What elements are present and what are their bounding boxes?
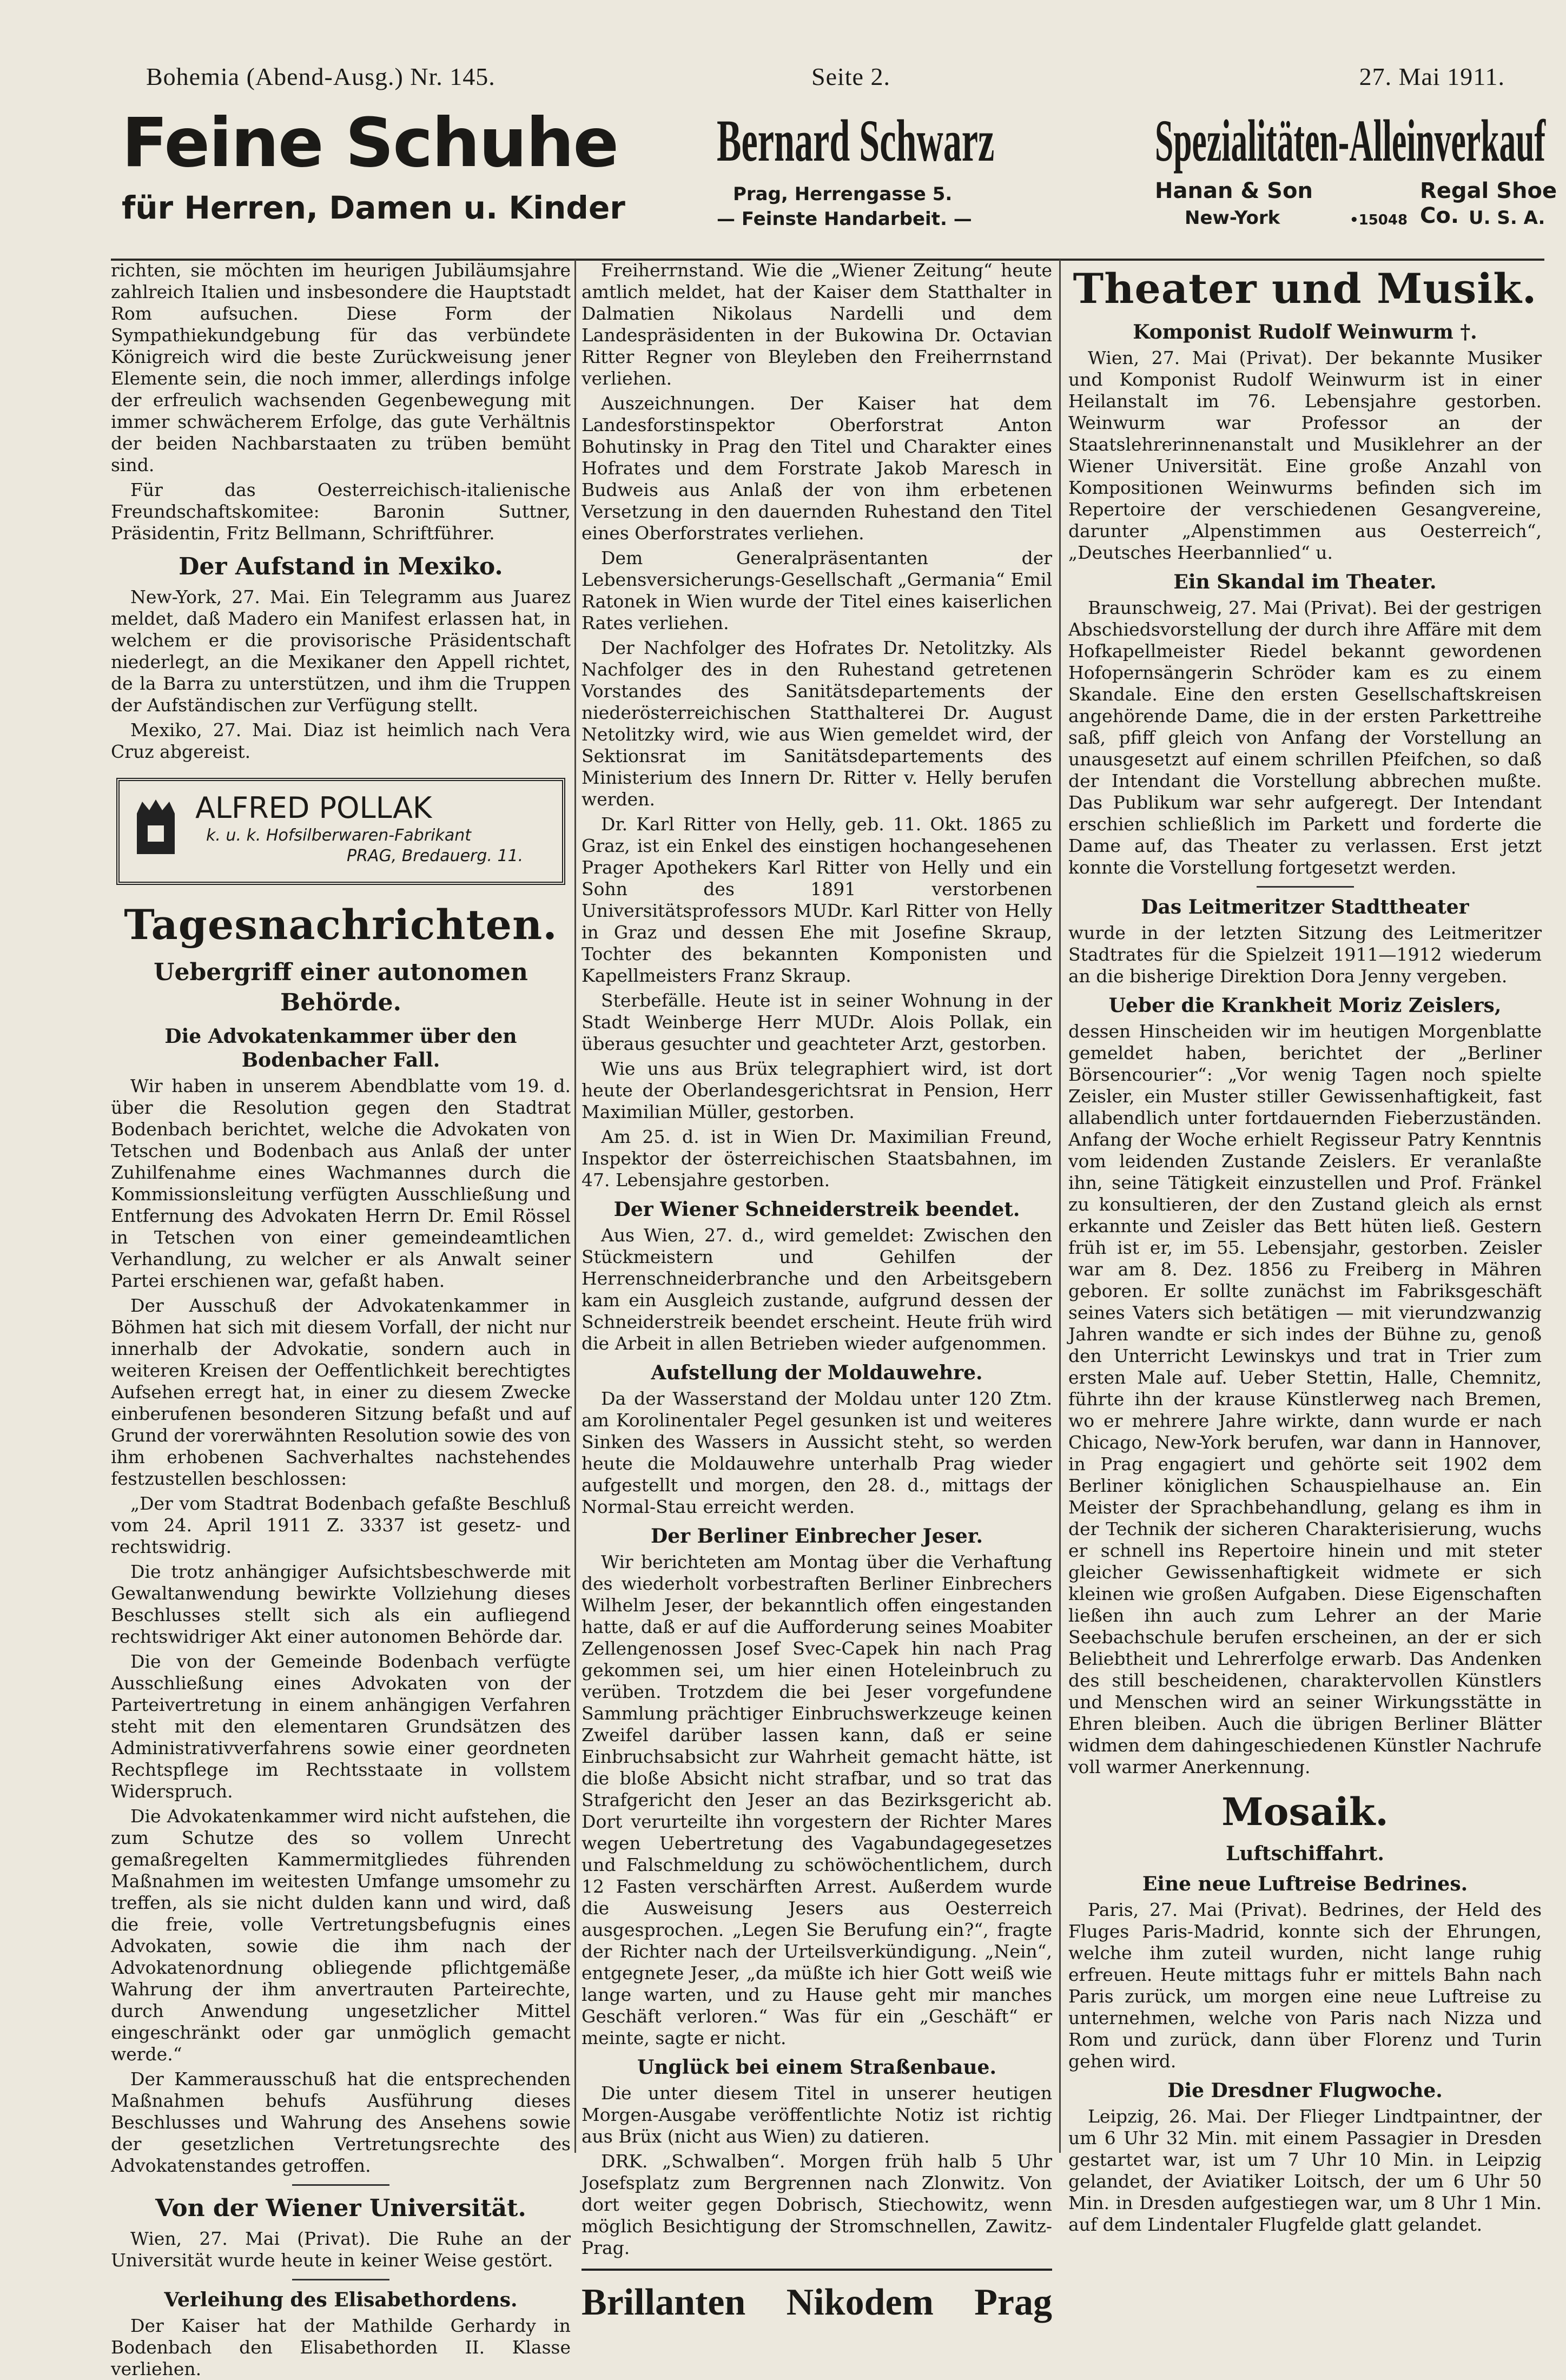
article-text: Paris, 27. Mai (Privat). Bedrines, der Held des Fluges Paris-Madrid, konnte sich der Ehrungen, welche ihm zuteil wurden, nicht lange ruhig erfreuen. Heute mittags fuhr er mittels Bahn nach Paris zurück, um morgen eine neue Luftreise zu unternehmen, welche von Paris nach Nizza und Rom und zurück, dann über Florenz und Turin gehen wird. bbox=[1068, 1899, 1542, 2072]
ad-alfred-pollak bbox=[116, 778, 565, 885]
ad-spez-newyork: New-York bbox=[1185, 207, 1280, 229]
headline-bedrines: Eine neue Luftreise Bedrines. bbox=[1142, 1873, 1468, 1895]
header-date: 27. Mai 1911. bbox=[1359, 63, 1505, 90]
ad-spez-hanan: Hanan & Son bbox=[1155, 178, 1313, 203]
article-text: Sterbefälle. Heute ist in seiner Wohnung in der Stadt Weinberge Herr MUDr. Alois Pollak, ein überaus gesuchter und geachteter Arzt, gestorben. bbox=[582, 990, 1052, 1054]
running-head bbox=[146, 51, 1505, 100]
column-rule-1 bbox=[574, 260, 576, 2153]
article-text: Dr. Karl Ritter von Helly, geb. 11. Okt. 1865 zu Graz, ist ein Enkel des einstigen hochangesehenen Prager Apothekers Karl Ritter von Helly und ein Sohn des 1891 verstorbenen Universitätsprofessors MUDr. Karl Ritter von Helly in Graz und dessen Ehe mit Josefine Skraup, Tochter des bekannten Komponisten und Kapellmeisters Franz Skraup. bbox=[582, 814, 1052, 986]
article-text: Dem Generalpräsentanten der Lebensversicherungs-Gesellschaft „Germania“ Emil Ratonek in Wien wurde der Titel eines kaiserlichen Rates verliehen. bbox=[582, 547, 1052, 633]
separator bbox=[1257, 886, 1354, 888]
headline-universitaet: Von der Wiener Universität. bbox=[155, 2194, 526, 2222]
article-text: richten, sie möchten im heurigen Jubiläumsjahre zahlreich Italien und insbesondere die Hauptstadt Rom aufsuchen. Diese Form der Sympathiekundgebung für das verbündete Königreich wird die beste Zurückweisung jener Elemente sein, die noch immer, allerdings infolge der erfreulich wachsenden Gegenbewegung mit immer schwächerem Erfolge, das gute Verhältnis der beiden Nachbarstaaten zu trüben bemüht sind. bbox=[111, 260, 571, 475]
pollak-address: PRAG, Bredauerg. 11. bbox=[347, 847, 524, 865]
separator bbox=[292, 2184, 389, 2186]
ad-schwarz-name: Bernard Schwarz bbox=[717, 108, 995, 174]
ad-spez-number: •15048 bbox=[1350, 212, 1408, 228]
article-text: Braunschweig, 27. Mai (Privat). Bei der gestrigen Abschiedsvorstellung der durch ihre Affäre mit dem Hofkapellmeister Riedel bekannt gewordenen Hofopernsängerin Schröder kam es zu einem Skandale. Eine den ersten Gesellschaftskreisen angehörende Dame, die in der ersten Parkettreihe saß, pfiff gleich von Anfang der Vorstellung an unausgesetzt auf einem schrillen Pfeifchen, so daß der Intendant die Vorstellung abbrechen mußte. Das Publikum war sehr aufgeregt. Der Intendant erschien schließlich im Parkett und forderte die Dame auf, das Theater zu verlassen. Erst jetzt konnte die Vorstellung fortgesetzt werden. bbox=[1068, 597, 1542, 878]
article-text: Auszeichnungen. Der Kaiser hat dem Landesforstinspektor Oberforstrat Anton Bohutinsky in Prag den Titel und Charakter eines Hofrates und dem Forstrate Jakob Maresch in Budweis aus Anlaß der von ihm erbetenen Versetzung in den dauernden Ruhestand den Titel eines Oberforstrates verliehen. bbox=[582, 393, 1052, 544]
headline-moldauwehre: Aufstellung der Moldauwehre. bbox=[651, 1361, 983, 1384]
article-text: Wir berichteten am Montag über die Verhaftung des wiederholt vorbestraften Berliner Einbrechers Wilhelm Jeser, der bekanntlich offen eingestanden hatte, daß er auf die Aufforderung seines Moabiter Zellengenossen Josef Svec-Capek hin nach Prag gekommen sei, um hier einen Hoteleinbruch zu verüben. Trotzdem die bei Jeser vorgefundene Sammlung prächtiger Einbruchswerkzeuge keinen Zweifel darüber lassen kann, daß er seine Einbruchsabsicht zur Wahrheit gemacht hätte, ist die bloße Absicht nicht strafbar, und so trat das Strafgericht den Jeser an das Bezirksgericht ab. Dort verurteilte ihn vorgestern der Richter Mares wegen Uebertretung des Vagabundagegesetzes und Falschmeldung zu schöwöchentlichem, durch 12 Fasten verschärften Arrest. Außerdem wurde die Ausweisung Jesers aus Oesterreich ausgesprochen. „Legen Sie Berufung ein?“, fragte der Richter nach der Urteilsverkündigung. „Nein“, entgegnete Jeser, „da müßte ich hier Gott weiß wie lange warten, und zu Hause geht mir manches Geschäft verloren.“ Was für ein „Geschäft“ er meinte, sagte er nicht. bbox=[582, 1551, 1052, 2048]
crown-shield-icon bbox=[131, 797, 180, 857]
article-text: Für das Oesterreichisch-italienische Freundschaftskomitee: Baronin Suttner, Präsidentin, Fritz Bellmann, Schriftführer. bbox=[111, 479, 571, 544]
headline-advokatenkammer: Die Advokatenkammer über den Bodenbacher Fall. bbox=[164, 1025, 517, 1072]
column-1 bbox=[111, 260, 571, 2379]
banner-word: Prag bbox=[974, 2282, 1052, 2323]
headline-skandal: Ein Skandal im Theater. bbox=[1173, 571, 1437, 593]
ad-feine-schuhe bbox=[122, 103, 673, 249]
headline-elisabethorden: Verleihung des Elisabethordens. bbox=[164, 2289, 518, 2311]
article-text: Am 25. d. ist in Wien Dr. Maximilian Freund, Inspektor der österreichischen Staatsbahnen, im 47. Lebensjahre gestorben. bbox=[582, 1126, 1052, 1191]
article-text: wurde in der letzten Sitzung des Leitmeritzer Stadtrates für die Spielzeit 1911—1912 wiederum an die bisherige Direktion Dora Jenny vergeben. bbox=[1068, 922, 1542, 987]
ad-spez-title: Spezialitäten-Alleinverkauf bbox=[1155, 108, 1546, 174]
banner-word: Nikodem bbox=[786, 2282, 934, 2323]
ad-spez-usa: U. S. A. bbox=[1469, 207, 1545, 229]
headline-uebergriff: Uebergriff einer autonomen Behörde. bbox=[154, 958, 528, 1016]
article-text: DRK. „Schwalben“. Morgen früh halb 5 Uhr Josefsplatz zum Bergrennen nach Zlonwitz. Von dort weiter gegen Dobrisch, Stiechowitz, wenn möglich Besichtigung der Stromschnellen, Zawitz-Prag. bbox=[582, 2151, 1052, 2258]
ad-spezialitaeten bbox=[1155, 103, 1566, 249]
article-text: Der Kaiser hat der Mathilde Gerhardy in Bodenbach den Elisabethorden II. Klasse verliehen. bbox=[111, 2315, 571, 2379]
ad-shoes-title: Feine Schuhe bbox=[122, 104, 618, 182]
article-text: Die trotz anhängiger Aufsichtsbeschwerde mit Gewaltanwendung bewirkte Vollziehung dieses Beschlusses stellt sich als ein aufliegend rechtswidriger Akt einer autonomen Behörde dar. bbox=[111, 1561, 571, 1647]
header-page-number: Seite 2. bbox=[811, 63, 890, 90]
article-text: Leipzig, 26. Mai. Der Flieger Lindtpaintner, der um 6 Uhr 32 Min. mit einem Passagier in Dresden gestartet war, ist um 7 Uhr 10 Min. in Leipzig gelandet, der Aviatiker Loitsch, der um 6 Uhr 50 Min. in Dresden aufgestiegen war, um 8 Uhr 1 Min. auf dem Lindentaler Flugfelde glatt gelandet. bbox=[1068, 2106, 1542, 2235]
section-title-mosaik: Mosaik. bbox=[1221, 1789, 1389, 1834]
article-text: Wien, 27. Mai (Privat). Die Ruhe an der Universität wurde heute in keiner Weise gestört. bbox=[111, 2228, 571, 2271]
headline-luftschiffahrt: Luftschiffahrt. bbox=[1226, 1842, 1384, 1865]
section-title-theater: Theater und Musik. bbox=[1073, 265, 1537, 313]
column-2 bbox=[582, 260, 1052, 2323]
column-3 bbox=[1068, 260, 1542, 2235]
ad-brillanten-nikodem bbox=[582, 2269, 1052, 2327]
article-text: New-York, 27. Mai. Ein Telegramm aus Juarez meldet, daß Madero ein Manifest erlassen hat, in welchem er die provisorische Präsidentschaft niederlegt, an die Mexikaner den Appell richtet, de la Barra zu unterstützen, und ihm die Truppen der Aufständischen zur Verfügung stellt. bbox=[111, 586, 571, 716]
ad-shoes-subtitle: für Herren, Damen u. Kinder bbox=[122, 189, 625, 226]
column-rule-2 bbox=[1059, 260, 1061, 2153]
headline-mexiko: Der Aufstand in Mexiko. bbox=[179, 553, 503, 580]
ad-schwarz-address: Prag, Herrengasse 5. bbox=[733, 183, 953, 205]
headline-dresdner-flugwoche: Die Dresdner Flugwoche. bbox=[1167, 2079, 1443, 2102]
article-text: Der Ausschuß der Advokatenkammer in Böhmen hat sich mit diesem Vorfall, der nicht nur innerhalb der Advokatie, sondern auch in weiteren Kreisen der Oeffentlichkeit berechtigtes Aufsehen erregt hat, in einer zu diesem Zwecke einberufenen besonderen Sitzung befaßt und auf Grund der vorerwähnten Resolution sowie des von ihm erhobenen Sachverhaltes nachstehendes festzustellen beschlossen: bbox=[111, 1295, 571, 1489]
advertisement-strip bbox=[122, 103, 1557, 254]
article-text: Wien, 27. Mai (Privat). Der bekannte Musiker und Komponist Rudolf Weinwurm ist in einer Heilanstalt im 76. Lebensjahre gestorben. Weinwurm war Professor an der Staatslehrerinnenanstalt und Musiklehrer an der Wiener Universität. Eine große Anzahl von Kompositionen Weinwurms befinden sich im Repertoire der verschiedenen Gesangvereine, darunter „Alpenstimmen aus Oesterreich“, „Deutsches Heerbannlied“ u. bbox=[1068, 347, 1542, 563]
article-text: Die von der Gemeinde Bodenbach verfügte Ausschließung eines Advokaten von der Parteivertretung in einem anhängigen Verfahren steht mit den elementaren Grundsätzen des Administrativverfahrens sowie einer geordneten Rechtspflege im Rechtsstaate in vollstem Widerspruch. bbox=[111, 1651, 571, 1802]
article-text: „Der vom Stadtrat Bodenbach gefaßte Beschluß vom 24. April 1911 Z. 3337 ist gesetz- und rechtswidrig. bbox=[111, 1493, 571, 1557]
banner-word: Brillanten bbox=[582, 2282, 746, 2323]
article-text: Aus Wien, 27. d., wird gemeldet: Zwischen den Stückmeistern und Gehilfen der Herrenschneiderbranche und den Arbeitsgebern kam ein Ausgleich zustande, aufgrund dessen der Schneiderstreik beendet erscheint. Heute früh wird die Arbeit in allen Betrieben wieder aufgenommen. bbox=[582, 1225, 1052, 1354]
article-text: Mexiko, 27. Mai. Diaz ist heimlich nach Vera Cruz abgereist. bbox=[111, 719, 571, 762]
section-title-tagesnachrichten: Tagesnachrichten. bbox=[124, 901, 558, 949]
article-text: Der Kammerausschuß hat die entsprechenden Maßnahmen behufs Ausführung dieses Beschlusses und Wahrung des Ansehens sowie der gesetzlichen Vertretungsrechte des Advokatenstandes getroffen. bbox=[111, 2068, 571, 2176]
article-text: Freiherrnstand. Wie die „Wiener Zeitung“ heute amtlich meldet, hat der Kaiser dem Statthalter in Dalmatien Nikolaus Nardelli und dem Landespräsidenten in der Bukowina Dr. Octavian Ritter Regner von Bleyleben den Freiherrnstand verliehen. bbox=[582, 260, 1052, 389]
headline-schneiderstreik: Der Wiener Schneiderstreik beendet. bbox=[613, 1198, 1020, 1221]
headline-zeisler: Ueber die Krankheit Moriz Zeislers, bbox=[1108, 994, 1502, 1017]
ad-schwarz-tagline: — Feinste Handarbeit. — bbox=[717, 208, 972, 230]
article-text: Die Advokatenkammer wird nicht aufstehen, die zum Schutze des so vollem Unrecht gemaßregelten Kammermitgliedes führenden Maßnahmen im weitesten Umfange umsomehr zu treffen, als sie nicht dulden kann und wird, daß die freie, volle Vertretungsbefugnis eines Advokaten, sowie die ihm nach der Advokatenordnung obliegende pflichtgemäße Wahrung der ihm anvertrauten Parteirechte, durch Anwendung ungesetzlicher Mittel eingeschränkt oder gar unmöglich gemacht werde.“ bbox=[111, 1806, 571, 2065]
article-text: dessen Hinscheiden wir im heutigen Morgenblatte gemeldet haben, berichtet der „Berliner Börsencourier“: „Vor wenig Tagen noch spielte Zeisler, ein Muster stiller Gewissenhaftigkeit, fast allabendlich unter fortdauernden Fieberzuständen. Anfang der Woche erhielt Regisseur Patry Kenntnis vom leidenden Zustande Zeislers. Er veranlaßte ihn, seine Tätigkeit einzustellen und Prof. Fränkel zu konsultieren, der den Zustand gleich als ernst erkannte und Zeisler das Bett hüten ließ. Gestern früh ist er, im 55. Lebensjahr, gestorben. Zeisler war am 8. Dez. 1856 zu Freiberg in Mähren geboren. Er sollte zunächst im Fabriksgeschäft seines Vaters sich betätigen — mit vierundzwanzig Jahren wandte er sich indes der Bühne zu, genoß den Unterricht Lewinskys und trat in Trier zum ersten Male auf. Ueber Stettin, Halle, Chemnitz, führte ihn der krause Künstlerweg nach Bremen, wo er mehrere Jahre wirkte, dann wurde er nach Chicago, New-York berufen, war dann in Hannover, in Prag engagiert und gehörte seit 1902 dem Berliner königlichen Schauspielhause an. Ein Meister der Sprachbehandlung, gelang es ihm in der Technik der sicheren Charakterisierung, wuchs er schnell ins Repertoire hinein und mit steter gleicher Gewissenhaftigkeit widmete er sich kleinen wie großen Aufgaben. Diese Eigenschaften ließen ihn auch zum Lehrer an der Marie Seebachschule berufen erscheinen, an der er sich Beliebtheit und Lehrerfolge erwarb. Das Andenken des still bescheidenen, charaktervollen Künstlers und Menschen wird an seiner Wirkungsstätte in Ehren bleiben. Auch die übrigen Berliner Blätter widmen dem dahingeschiedenen Künstler Nachrufe voll warmer Anerkennung. bbox=[1068, 1021, 1542, 1777]
headline-leitmeritz: Das Leitmeritzer Stadttheater bbox=[1141, 896, 1469, 918]
headline-einbrecher-jeser: Der Berliner Einbrecher Jeser. bbox=[651, 1525, 983, 1548]
pollak-title: k. u. k. Hofsilberwaren-Fabrikant bbox=[206, 826, 472, 845]
pollak-name: ALFRED POLLAK bbox=[195, 791, 432, 825]
article-text: Der Nachfolger des Hofrates Dr. Netolitzky. Als Nachfolger des in den Ruhestand getretenen Vorstandes des Sanitätsdepartements der niederösterreichischen Statthalterei Dr. August Netolitzky wird, wie aus Wien gemeldet wird, der Sektionsrat im Sanitätsdepartements des Ministerium des Innern Dr. Ritter v. Helly berufen werden. bbox=[582, 637, 1052, 810]
separator bbox=[292, 2279, 389, 2280]
article-text: Wie uns aus Brüx telegraphiert wird, ist dort heute der Oberlandesgerichtsrat in Pension, Herr Maximilian Müller, gestorben. bbox=[582, 1058, 1052, 1122]
header-issue: Bohemia (Abend-Ausg.) Nr. 145. bbox=[146, 63, 495, 90]
ad-spez-regal: Regal Shoe Co. bbox=[1420, 178, 1557, 228]
headline-weinwurm: Komponist Rudolf Weinwurm †. bbox=[1133, 321, 1477, 343]
article-text: Da der Wasserstand der Moldau unter 120 Ztm. am Korolinentaler Pegel gesunken ist und weiteres Sinken des Wassers in Aussicht steht, so werden heute die Moldauwehre unterhalb Prag wieder aufgestellt und morgen, den 28. d., mittags der Normal-Stau erreicht werden. bbox=[582, 1388, 1052, 1517]
ad-bernard-schwarz bbox=[717, 103, 1128, 249]
article-text: Wir haben in unserem Abendblatte vom 19. d. über die Resolution gegen den Stadtrat Bodenbach berichtet, welche die Advokaten von Tetschen und Bodenbach aus Anlaß der unter Zuhilfenahme eines Wachmannes durch die Kommissionsleitung verfügten Ausschließung und Entfernung des Advokaten Herrn Dr. Emil Rössel in Tetschen von einer gemeindeamtlichen Verhandlung, zu welcher er als Anwalt seiner Partei erschienen war, gefaßt haben. bbox=[111, 1075, 571, 1291]
headline-strassenbau: Unglück bei einem Straßenbaue. bbox=[637, 2056, 996, 2079]
article-text: Die unter diesem Titel in unserer heutigen Morgen-Ausgabe veröffentlichte Notiz ist richtig aus Brüx (nicht aus Wien) zu datieren. bbox=[582, 2082, 1052, 2147]
